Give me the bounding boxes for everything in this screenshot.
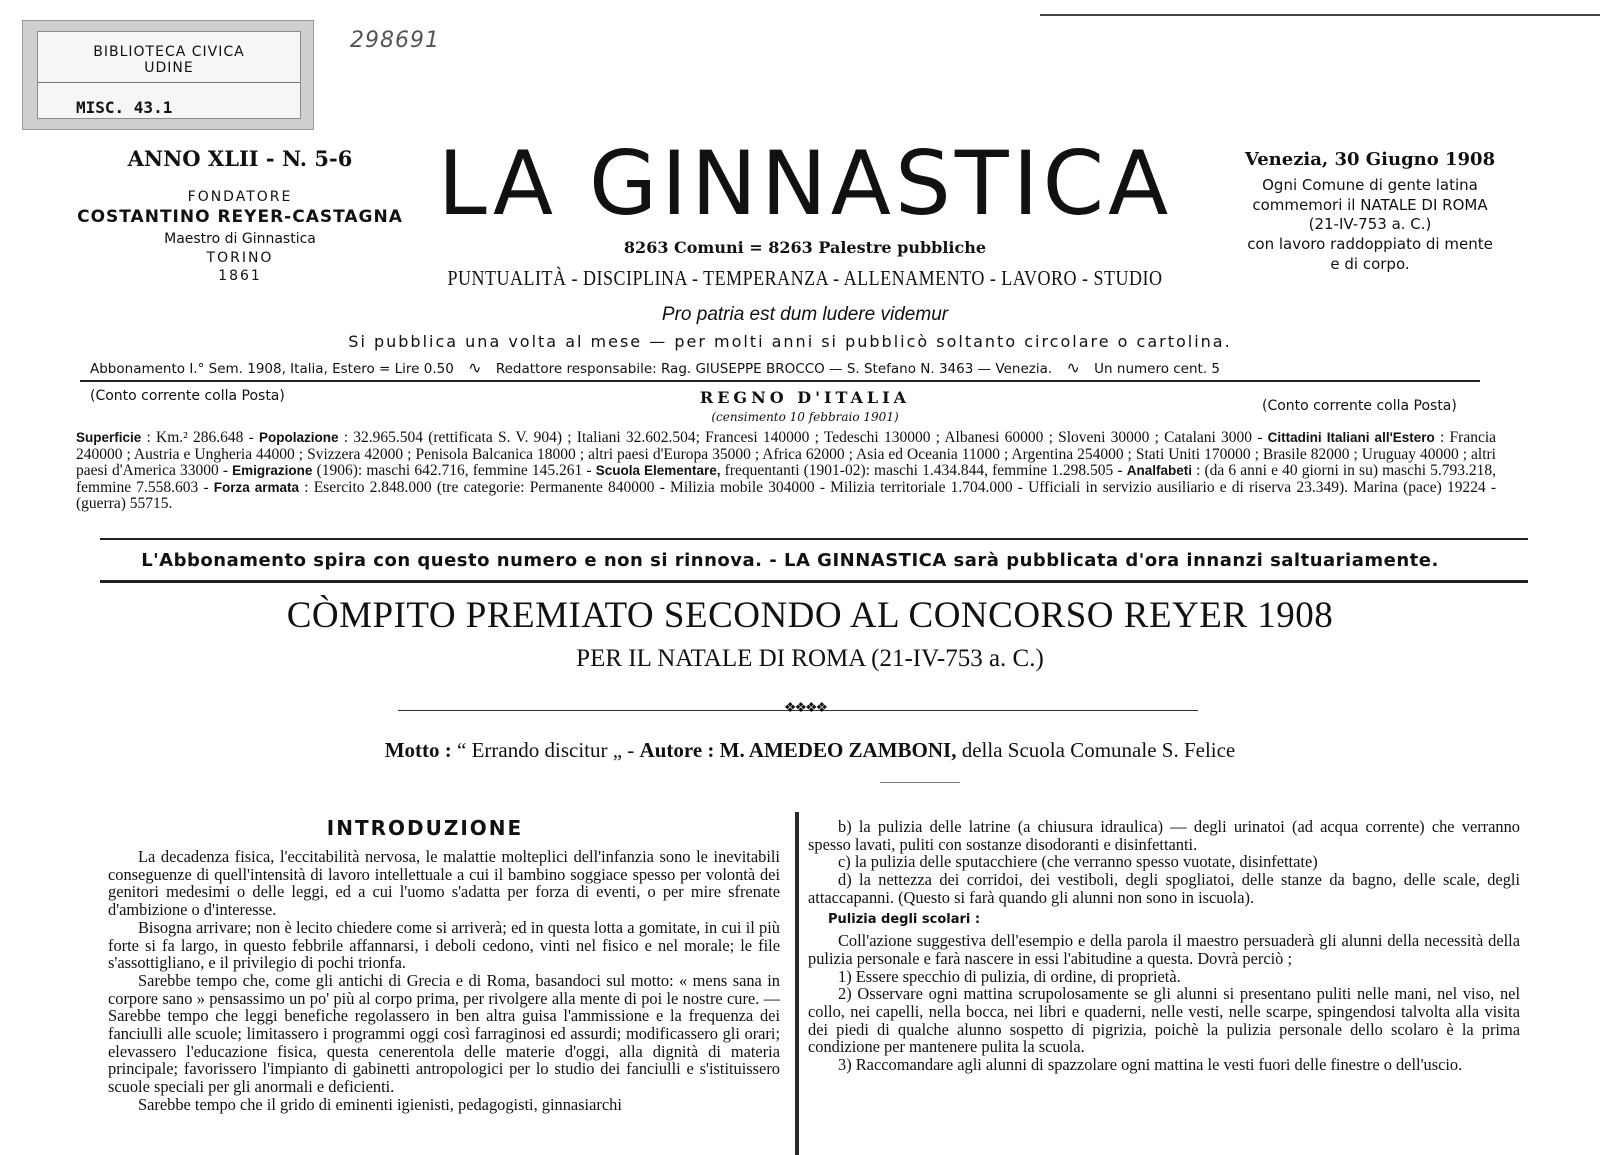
subscription-price: Abbonamento I.° Sem. 1908, Italia, Estero = Lire 0.50 [90,361,454,377]
stat-value: : Esercito 2.848.000 (tre categorie: Permanente 840000 - Milizia mobile 304000 - Milizia territoriale 1.704.000 - Ufficiali in servizio ausiliario e di riserva 23.349). Marina (pace) 19224 - (guerra) 55715. [76,478,1497,513]
stat-label: Analfabeti [1126,463,1192,479]
paragraph: Sarebbe tempo che il grido di eminenti igienisti, pedagogisti, ginnasiarchi [138,1094,622,1114]
issue-number: ANNO XLII - N. 5-6 [127,146,353,171]
header-right [1200,148,1540,275]
library-stamp [22,20,314,130]
stat-label: Superficie [76,430,142,445]
founder-role: Maestro di Ginnastica [164,231,316,247]
inventory-number: 298691 [350,28,440,53]
right-text-2: commemori il NATALE DI ROMA [1252,195,1488,214]
stat-label: Emigrazione [232,463,313,479]
founder-year: 1861 [218,268,262,284]
stat-label: Forza armata [213,479,300,495]
stat-value: frequentanti (1901-02): maschi 1.434.844, femmine 1.298.505 - [724,462,1123,480]
founder-city: TORINO [206,250,274,266]
ornament: ❖❖❖❖ [783,700,827,716]
editor: Redattore responsabile: Rag. GIUSEPPE BROCCO — S. Stefano N. 3463 — Venezia. [495,361,1053,377]
subheading: Pulizia degli scolari : [828,911,981,927]
intro-heading: INTRODUZIONE [326,816,524,840]
wave-ornament: ∿ [1066,358,1080,377]
stat-label: Popolazione [258,430,339,445]
conto-corrente-left: (Conto corrente colla Posta) [90,388,285,404]
paragraph: 2) Osservare ogni mattina scrupolosamente se gli alunni si presentano puliti nelle mani, nel viso, nel collo, nei capelli, nella bocca, nei libri e quaderni, nelle vesti, nelle scarpe, spingendosi talvolta alla visita dei piedi di qualche alunno sospetto di pigrizia, poichè la pulizia personale dello scolaro è la prima condizione per mantenere pulita la scuola. [808,984,1520,1057]
paragraph: 1) Essere specchio di pulizia, di ordine, di proprietà. [838,966,1181,986]
author-label: Autore : [639,738,715,762]
library-city: UDINE [144,60,194,76]
wave-ornament: ∿ [468,358,482,377]
founder-label: FONDATORE [187,189,293,205]
single-issue-price: Un numero cent. 5 [1094,361,1221,377]
virtues-line: PUNTUALITÀ - DISCIPLINA - TEMPERANZA - ALLENAMENTO - LAVORO - STUDIO [447,266,1163,290]
motto-label: Motto : [384,738,452,762]
stat-value: : Km.² 286.648 - [146,429,254,446]
right-text-3: (21-IV-753 a. C.) [1308,215,1432,234]
short-rule [880,782,960,783]
author-name: M. AMEDEO ZAMBONI, [719,738,957,762]
founder-name: COSTANTINO REYER-CASTAGNA [77,207,403,227]
shelfmark: MISC. 43.1 [76,98,173,117]
article-title: CÒMPITO PREMIATO SECONDO AL CONCORSO REYER 1908 [286,595,1334,636]
motto-text: “ Errando discitur „ - [457,738,635,762]
list-item: c) la pulizia delle sputacchiere (che verranno spesso vuotate, disinfettate) [838,852,1318,872]
subscription-line [90,358,1530,377]
paragraph: La decadenza fisica, l'eccitabilità nervosa, le malattie molteplici dell'infanzia sono le inevitabili conseguenze di quell'intensità di lavoro intellettuale a cui il bambino soggiace spesso per volontà dei genitori medesimi o delle leggi, ed a cui l'uomo s'adatta per forza di eventi, o per mire sfrenate d'ambizione o d'interesse. [108,847,780,920]
regno-heading: REGNO D'ITALIA [699,388,911,407]
column-separator [795,812,799,1155]
column-left [108,848,780,1114]
census-note: (censimento 10 febbraio 1901) [711,410,899,424]
paragraph: Coll'azione suggestiva dell'esempio e della parola il maestro persuaderà gli alunni della necessità della pulizia personale e farà nascere in essi l'abitudine a questa. Dovrà perciò ; [808,931,1520,968]
list-item: d) la nettezza dei corridoi, dei vestiboli, degli spogliatoi, delle stanze da bagno, delle scale, degli attaccapanni. (Questo si farà quando gli alunni non sono in iscuola). [808,870,1520,907]
right-text-1: Ogni Comune di gente latina [1262,175,1478,194]
latin-motto: Pro patria est dum ludere videmur [661,304,949,325]
issue-date: Venezia, 30 Giugno 1908 [1244,149,1496,170]
notice-rule-top [100,538,1528,540]
statistics-block [76,430,1496,513]
header-rule [80,380,1480,382]
list-item: b) la pulizia delle latrine (a chiusura idraulica) — degli urinatoi (ad acqua corrente) che verranno spesso lavati, puliti con sostanze disodoranti e disinfettanti. [808,817,1520,854]
right-text-5: e di corpo. [1330,254,1410,273]
paragraph: Bisogna arrivare; non è lecito chiedere come si arriverà; ed in questa lotta a gomitate, in cui il più forte si fa largo, in questo febbrile affannarsi, i deboli cedono, vinti nel fisico e nel morale; le file s'assottigliano, e il privilegio di pochi trionfa. [108,917,780,973]
stat-value: : (da 6 anni e 40 giorni in su) maschi 5.793.218, femmine 7.558.603 - [76,462,1497,496]
stat-value: : 32.965.504 (rettificata S. V. 904) ; Italiani 32.602.504; Francesi 140000 ; Tedeschi 130000 ; Albanesi 60000 ; Sloveni 30000 ; Catalani 3000 - [343,429,1263,446]
article-subtitle: PER IL NATALE DI ROMA (21-IV-753 a. C.) [576,645,1044,672]
motto-author-line [80,738,1540,763]
stat-value: : Francia 240000 ; Austria e Ungheria 44000 ; Svizzera 42000 ; Penisola Balcanica 18000 ; altri paesi d'Europa 35000 ; Africa 62000 ; Asia ed Oceania 11000 ; Argentina 254000 ; Stati Uniti 170000 ; Brasile 82000 ; Uruguay 40000 ; altri paesi d'America 33000 - [76,429,1497,480]
library-name: BIBLIOTECA CIVICA [93,44,245,60]
comuni-line: 8263 Comuni = 8263 Palestre pubbliche [623,238,987,257]
conto-corrente-right: (Conto corrente colla Posta) [1262,398,1457,414]
stat-value: (1906): maschi 642.716, femmine 145.261 - [316,462,592,480]
masthead-title: LA GINNASTICA [437,132,1173,235]
paragraph: Sarebbe tempo che, come gli antichi di Grecia e di Roma, basandoci sul motto: « mens sana in corpore sano » pensassimo un po' più al corpo prima, per rivolgere alla mente di poi le nostre cure. — Sarebbe tempo che leggi benefiche regolassero in ben altra guisa l'ammissione e la frequenza dei fanciulli alle scuole; limitassero i programmi oggi così farraginosi ed assurdi; modificassero gli orari; elevassero l'educazione fisica, questa cenerentola delle materie d'oggi, alla dignità di materia principale; favorissero l'impianto di gabinetti antropologici per lo studio dei fanciulli e s'istituissero scuole speciali per gli anormali e deficienti. [108,970,780,1097]
column-right [808,818,1520,1074]
header-left [70,146,410,284]
stat-label: Cittadini Italiani all'Estero [1267,430,1435,445]
top-edge-rule [1040,14,1600,16]
right-text-4: con lavoro raddoppiato di mente [1247,235,1493,254]
stat-label: Scuola Elementare, [595,463,721,479]
author-school: della Scuola Comunale S. Felice [961,738,1236,762]
notice-rule-bottom [100,580,1528,583]
subscription-notice: L'Abbonamento spira con questo numero e non si rinnova. - LA GINNASTICA sarà pubblicata d'ora innanzi saltuariamente. [141,550,1439,571]
publication-note: Si pubblica una volta al mese — per molti anni si pubblicò soltanto circolare o cartolina. [348,332,1232,351]
paragraph: 3) Raccomandare agli alunni di spazzolare ogni mattina le vesti fuori delle finestre o dell'uscio. [838,1055,1463,1075]
